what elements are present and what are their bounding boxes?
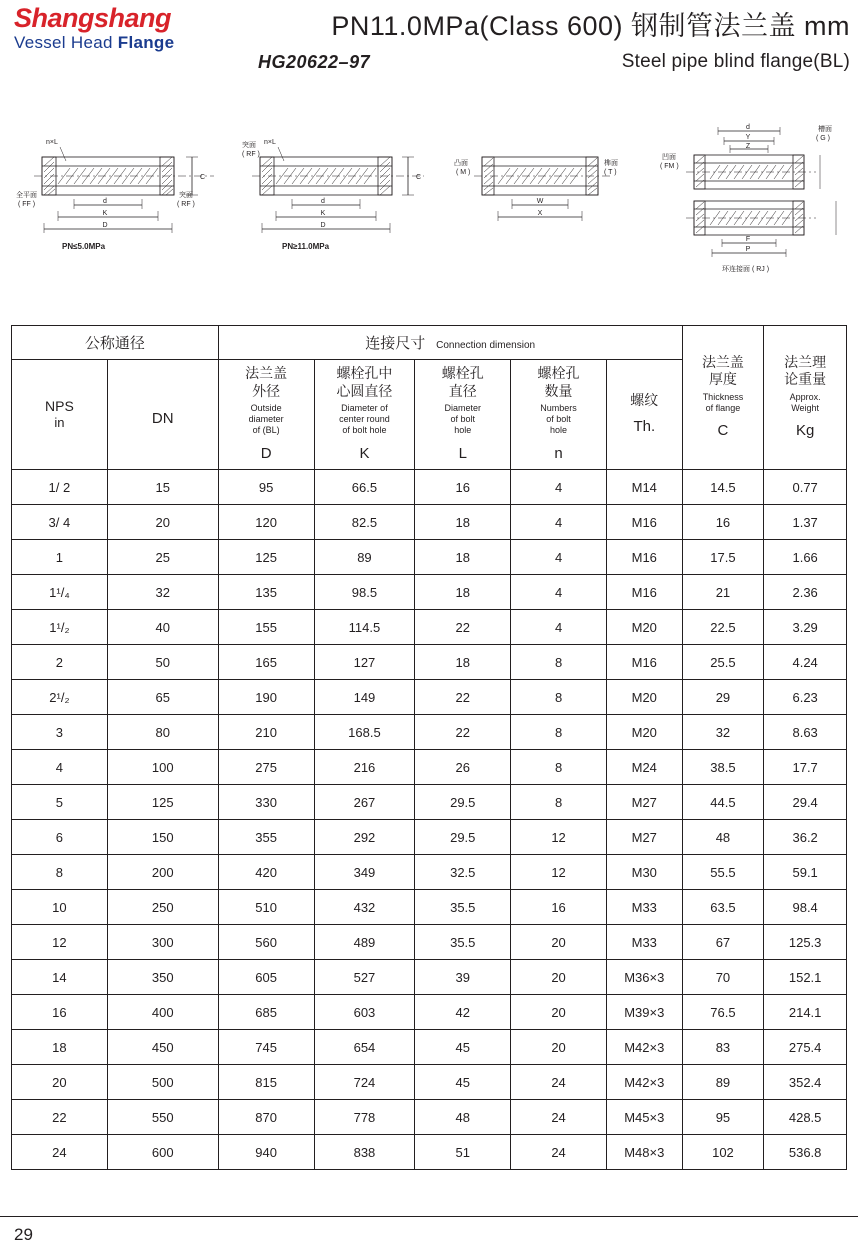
cell-bolt-hole-diameter: 22 (415, 680, 511, 715)
table-row (12, 680, 847, 715)
cell-thread: M27 (606, 785, 682, 820)
cell-dn: 100 (107, 750, 218, 785)
cell-bolt-hole-diameter: 18 (415, 540, 511, 575)
cell-weight: 4.24 (764, 645, 847, 680)
table-row (12, 1135, 847, 1170)
cell-bolt-circle-diameter: 527 (314, 960, 415, 995)
cell-thickness: 32 (682, 715, 764, 750)
cell-dn: 600 (107, 1135, 218, 1170)
cell-dn: 350 (107, 960, 218, 995)
cell-bolt-circle-diameter: 168.5 (314, 715, 415, 750)
cell-bolt-hole-diameter: 18 (415, 505, 511, 540)
cell-outside-diameter: 125 (218, 540, 314, 575)
cell-weight: 29.4 (764, 785, 847, 820)
cell-weight: 6.23 (764, 680, 847, 715)
fig1-caption: PN≤5.0MPa (62, 242, 106, 251)
cell-bolt-hole-count: 24 (511, 1065, 607, 1100)
cell-nps: 4 (12, 750, 108, 785)
cell-thickness: 76.5 (682, 995, 764, 1030)
cell-bolt-circle-diameter: 778 (314, 1100, 415, 1135)
cell-bolt-hole-diameter: 29.5 (415, 820, 511, 855)
table-row (12, 1030, 847, 1065)
cell-outside-diameter: 870 (218, 1100, 314, 1135)
cell-thread: M45×3 (606, 1100, 682, 1135)
fig2-bolt-label: n×L (264, 139, 276, 146)
cell-outside-diameter: 605 (218, 960, 314, 995)
cell-bolt-hole-count: 20 (511, 960, 607, 995)
cell-nps: 24 (12, 1135, 108, 1170)
cell-bolt-hole-diameter: 42 (415, 995, 511, 1030)
cell-outside-diameter: 745 (218, 1030, 314, 1065)
footer-divider (0, 1216, 858, 1217)
fig4-fm-label-en: ( FM ) (660, 163, 679, 170)
cell-outside-diameter: 190 (218, 680, 314, 715)
cell-dn: 300 (107, 925, 218, 960)
cell-outside-diameter: 560 (218, 925, 314, 960)
header-dn: DN (107, 360, 218, 470)
cell-weight: 98.4 (764, 890, 847, 925)
cell-thickness: 44.5 (682, 785, 764, 820)
table-row (12, 505, 847, 540)
cell-bolt-hole-count: 8 (511, 785, 607, 820)
cell-weight: 214.1 (764, 995, 847, 1030)
cell-thread: M48×3 (606, 1135, 682, 1170)
cell-bolt-circle-diameter: 267 (314, 785, 415, 820)
flange-spec-table (11, 325, 847, 1170)
cell-dn: 50 (107, 645, 218, 680)
cell-outside-diameter: 120 (218, 505, 314, 540)
figure-fm-g-rj (660, 115, 856, 285)
fig3-t-label-cn: 榫面 (604, 160, 618, 167)
cell-outside-diameter: 330 (218, 785, 314, 820)
figure-ff-rf (14, 125, 224, 275)
cell-outside-diameter: 685 (218, 995, 314, 1030)
cell-bolt-hole-count: 4 (511, 505, 607, 540)
fig3-m-label-cn: 凸面 (454, 160, 468, 167)
cell-nps: 6 (12, 820, 108, 855)
page-header (0, 0, 858, 105)
cell-weight: 17.7 (764, 750, 847, 785)
cell-nps: 12 (12, 925, 108, 960)
table-row (12, 715, 847, 750)
header-bolt-hole-diameter: 螺栓孔 直径 Diameter of bolt hole L (415, 360, 511, 470)
fig1-c-label: C (200, 174, 206, 181)
cell-bolt-circle-diameter: 838 (314, 1135, 415, 1170)
cell-bolt-hole-diameter: 39 (415, 960, 511, 995)
cell-thickness: 22.5 (682, 610, 764, 645)
table-row (12, 540, 847, 575)
cell-thickness: 70 (682, 960, 764, 995)
cell-dn: 32 (107, 575, 218, 610)
cell-thread: M42×3 (606, 1065, 682, 1100)
cell-thread: M20 (606, 680, 682, 715)
cell-weight: 59.1 (764, 855, 847, 890)
cell-bolt-hole-count: 20 (511, 995, 607, 1030)
cell-outside-diameter: 940 (218, 1135, 314, 1170)
fig1-k-label: K (102, 210, 108, 217)
table-row (12, 1100, 847, 1135)
fig3-x-label: X (537, 210, 543, 217)
cell-thickness: 48 (682, 820, 764, 855)
figure-m-t (452, 125, 642, 275)
table-row (12, 855, 847, 890)
cell-bolt-circle-diameter: 654 (314, 1030, 415, 1065)
cell-bolt-hole-count: 8 (511, 750, 607, 785)
cell-dn: 65 (107, 680, 218, 715)
cell-outside-diameter: 210 (218, 715, 314, 750)
cell-thread: M39×3 (606, 995, 682, 1030)
cell-thread: M24 (606, 750, 682, 785)
cell-bolt-circle-diameter: 98.5 (314, 575, 415, 610)
header-nominal-bore: 公称通径 (12, 326, 219, 360)
fig2-D-label: D (320, 222, 326, 229)
header-bolt-hole-count: 螺栓孔 数量 Numbers of bolt hole n (511, 360, 607, 470)
cell-bolt-hole-diameter: 51 (415, 1135, 511, 1170)
cell-bolt-hole-count: 8 (511, 645, 607, 680)
cell-thickness: 16 (682, 505, 764, 540)
cell-nps: 1¹/₂ (12, 610, 108, 645)
cell-bolt-hole-count: 4 (511, 575, 607, 610)
cell-bolt-hole-diameter: 26 (415, 750, 511, 785)
cell-weight: 428.5 (764, 1100, 847, 1135)
logo-secondary-text (14, 33, 214, 53)
cell-nps: 14 (12, 960, 108, 995)
table-row (12, 960, 847, 995)
logo-secondary-b: Flange (117, 33, 175, 52)
cell-bolt-hole-count: 4 (511, 610, 607, 645)
cell-bolt-hole-count: 8 (511, 715, 607, 750)
standard-code: HG20622–97 (258, 52, 371, 72)
cell-outside-diameter: 815 (218, 1065, 314, 1100)
fig1-ff-label-cn: 全平面 (16, 192, 37, 199)
header-connection-dimension: 连接尺寸 Connection dimension (218, 326, 682, 360)
title-block (230, 4, 850, 73)
cell-weight: 3.29 (764, 610, 847, 645)
cell-thickness: 67 (682, 925, 764, 960)
logo-primary-text: Shangshang (14, 3, 172, 33)
cell-thickness: 95 (682, 1100, 764, 1135)
cell-bolt-circle-diameter: 724 (314, 1065, 415, 1100)
cell-nps: 1/ 2 (12, 470, 108, 505)
cell-weight: 36.2 (764, 820, 847, 855)
cell-thickness: 25.5 (682, 645, 764, 680)
fig3-t-label-en: ( T ) (604, 169, 617, 176)
table-row (12, 610, 847, 645)
cell-bolt-hole-diameter: 32.5 (415, 855, 511, 890)
cell-weight: 1.37 (764, 505, 847, 540)
cell-nps: 16 (12, 995, 108, 1030)
cell-bolt-hole-count: 4 (511, 470, 607, 505)
cell-dn: 500 (107, 1065, 218, 1100)
figure-row (0, 115, 858, 315)
fig1-d-label: d (103, 198, 107, 205)
cell-thread: M30 (606, 855, 682, 890)
cell-bolt-circle-diameter: 489 (314, 925, 415, 960)
header-nps: NPS in (12, 360, 108, 470)
cell-bolt-circle-diameter: 149 (314, 680, 415, 715)
header-bolt-circle-diameter: 螺栓孔中 心圆直径 Diameter of center round of bolt hole K (314, 360, 415, 470)
header-thread: 螺纹 Th. (606, 360, 682, 470)
cell-bolt-hole-count: 20 (511, 1030, 607, 1065)
cell-bolt-hole-count: 12 (511, 820, 607, 855)
page-title: PN11.0MPa(Class 600) 钢制管法兰盖 mm (331, 11, 850, 41)
table-row (12, 995, 847, 1030)
table-row (12, 470, 847, 505)
cell-bolt-hole-count: 8 (511, 680, 607, 715)
cell-outside-diameter: 135 (218, 575, 314, 610)
header-outside-diameter: 法兰盖 外径 Outside diameter of (BL) D (218, 360, 314, 470)
cell-bolt-circle-diameter: 114.5 (314, 610, 415, 645)
cell-thickness: 14.5 (682, 470, 764, 505)
table-row (12, 890, 847, 925)
table-row (12, 820, 847, 855)
spec-table-body (12, 470, 847, 1170)
cell-nps: 2 (12, 645, 108, 680)
cell-bolt-circle-diameter: 292 (314, 820, 415, 855)
cell-bolt-hole-diameter: 45 (415, 1065, 511, 1100)
fig4-g-label-en: ( G ) (816, 135, 830, 142)
fig4-y-label: Y (745, 134, 751, 141)
cell-thread: M27 (606, 820, 682, 855)
company-logo (14, 4, 214, 53)
fig1-D-label: D (102, 222, 108, 229)
cell-weight: 0.77 (764, 470, 847, 505)
fig4-caption: 环连接面 ( RJ ) (722, 266, 770, 273)
fig2-k-label: K (320, 210, 326, 217)
cell-bolt-hole-diameter: 18 (415, 575, 511, 610)
cell-bolt-hole-count: 16 (511, 890, 607, 925)
logo-secondary-a: Vessel Head (14, 33, 118, 52)
page-number: 29 (14, 1225, 33, 1244)
fig4-z-label: Z (745, 143, 751, 150)
cell-thickness: 83 (682, 1030, 764, 1065)
cell-outside-diameter: 155 (218, 610, 314, 645)
fig2-caption: PN≥11.0MPa (282, 242, 330, 251)
cell-outside-diameter: 510 (218, 890, 314, 925)
header-approx-weight: 法兰理 论重量 Approx. Weight Kg (764, 326, 847, 470)
cell-bolt-hole-diameter: 48 (415, 1100, 511, 1135)
cell-thread: M36×3 (606, 960, 682, 995)
table-row (12, 925, 847, 960)
fig1-rf-label-en: ( RF ) (177, 201, 195, 208)
cell-dn: 20 (107, 505, 218, 540)
cell-dn: 40 (107, 610, 218, 645)
cell-thickness: 102 (682, 1135, 764, 1170)
cell-bolt-hole-count: 24 (511, 1135, 607, 1170)
fig4-f-label: F (745, 236, 751, 243)
fig4-p-label: P (745, 246, 751, 253)
cell-thread: M16 (606, 505, 682, 540)
cell-thread: M42×3 (606, 1030, 682, 1065)
cell-bolt-circle-diameter: 66.5 (314, 470, 415, 505)
cell-thread: M33 (606, 925, 682, 960)
fig2-rf-label-en: ( RF ) (242, 151, 260, 158)
cell-dn: 125 (107, 785, 218, 820)
cell-dn: 25 (107, 540, 218, 575)
cell-thickness: 89 (682, 1065, 764, 1100)
cell-thickness: 21 (682, 575, 764, 610)
cell-weight: 275.4 (764, 1030, 847, 1065)
cell-nps: 22 (12, 1100, 108, 1135)
cell-thread: M20 (606, 610, 682, 645)
cell-nps: 10 (12, 890, 108, 925)
cell-dn: 250 (107, 890, 218, 925)
cell-bolt-hole-diameter: 16 (415, 470, 511, 505)
cell-weight: 536.8 (764, 1135, 847, 1170)
cell-bolt-hole-count: 20 (511, 925, 607, 960)
cell-bolt-circle-diameter: 89 (314, 540, 415, 575)
cell-bolt-hole-diameter: 35.5 (415, 890, 511, 925)
cell-bolt-circle-diameter: 127 (314, 645, 415, 680)
cell-thread: M16 (606, 645, 682, 680)
fig4-d-label: d (746, 124, 750, 131)
fig1-ff-label-en: ( FF ) (18, 201, 36, 208)
cell-outside-diameter: 355 (218, 820, 314, 855)
figure-rf (242, 125, 432, 275)
cell-thickness: 17.5 (682, 540, 764, 575)
cell-nps: 20 (12, 1065, 108, 1100)
cell-bolt-hole-diameter: 22 (415, 610, 511, 645)
cell-thickness: 38.5 (682, 750, 764, 785)
cell-outside-diameter: 420 (218, 855, 314, 890)
cell-dn: 200 (107, 855, 218, 890)
cell-thread: M16 (606, 575, 682, 610)
cell-bolt-circle-diameter: 432 (314, 890, 415, 925)
cell-bolt-circle-diameter: 216 (314, 750, 415, 785)
cell-dn: 80 (107, 715, 218, 750)
cell-bolt-circle-diameter: 82.5 (314, 505, 415, 540)
fig2-c-label: C (416, 174, 422, 181)
cell-outside-diameter: 95 (218, 470, 314, 505)
cell-thickness: 55.5 (682, 855, 764, 890)
fig4-fm-label-cn: 凹面 (662, 154, 676, 161)
fig3-w-label: W (536, 198, 544, 205)
cell-dn: 15 (107, 470, 218, 505)
cell-nps: 8 (12, 855, 108, 890)
fig2-rf-label-cn: 突面 (242, 142, 256, 149)
cell-bolt-hole-diameter: 35.5 (415, 925, 511, 960)
cell-nps: 3/ 4 (12, 505, 108, 540)
cell-nps: 1 (12, 540, 108, 575)
cell-weight: 1.66 (764, 540, 847, 575)
cell-nps: 18 (12, 1030, 108, 1065)
cell-nps: 3 (12, 715, 108, 750)
cell-bolt-hole-diameter: 18 (415, 645, 511, 680)
table-row (12, 1065, 847, 1100)
cell-weight: 352.4 (764, 1065, 847, 1100)
cell-thickness: 29 (682, 680, 764, 715)
cell-weight: 152.1 (764, 960, 847, 995)
cell-bolt-hole-diameter: 45 (415, 1030, 511, 1065)
cell-outside-diameter: 165 (218, 645, 314, 680)
cell-dn: 450 (107, 1030, 218, 1065)
cell-bolt-hole-count: 12 (511, 855, 607, 890)
cell-dn: 400 (107, 995, 218, 1030)
cell-outside-diameter: 275 (218, 750, 314, 785)
cell-thread: M20 (606, 715, 682, 750)
table-row (12, 750, 847, 785)
cell-weight: 125.3 (764, 925, 847, 960)
fig3-m-label-en: ( M ) (456, 169, 471, 176)
cell-thread: M33 (606, 890, 682, 925)
cell-thread: M16 (606, 540, 682, 575)
cell-weight: 2.36 (764, 575, 847, 610)
cell-bolt-hole-diameter: 29.5 (415, 785, 511, 820)
cell-dn: 550 (107, 1100, 218, 1135)
cell-dn: 150 (107, 820, 218, 855)
cell-nps: 1¹/₄ (12, 575, 108, 610)
table-row (12, 645, 847, 680)
cell-bolt-circle-diameter: 349 (314, 855, 415, 890)
cell-bolt-circle-diameter: 603 (314, 995, 415, 1030)
header-flange-thickness: 法兰盖 厚度 Thickness of flange C (682, 326, 764, 470)
fig1-bolt-label: n×L (46, 139, 58, 146)
page-title-english: Steel pipe blind flange(BL) (621, 51, 850, 72)
cell-bolt-hole-diameter: 22 (415, 715, 511, 750)
fig2-d-label: d (321, 198, 325, 205)
cell-bolt-hole-count: 4 (511, 540, 607, 575)
cell-thread: M14 (606, 470, 682, 505)
table-row (12, 785, 847, 820)
fig1-rf-label-cn: 突面 (179, 192, 193, 199)
cell-nps: 2¹/₂ (12, 680, 108, 715)
fig4-g-label-cn: 槽面 (818, 126, 832, 133)
cell-nps: 5 (12, 785, 108, 820)
cell-bolt-hole-count: 24 (511, 1100, 607, 1135)
table-row (12, 575, 847, 610)
cell-weight: 8.63 (764, 715, 847, 750)
cell-thickness: 63.5 (682, 890, 764, 925)
